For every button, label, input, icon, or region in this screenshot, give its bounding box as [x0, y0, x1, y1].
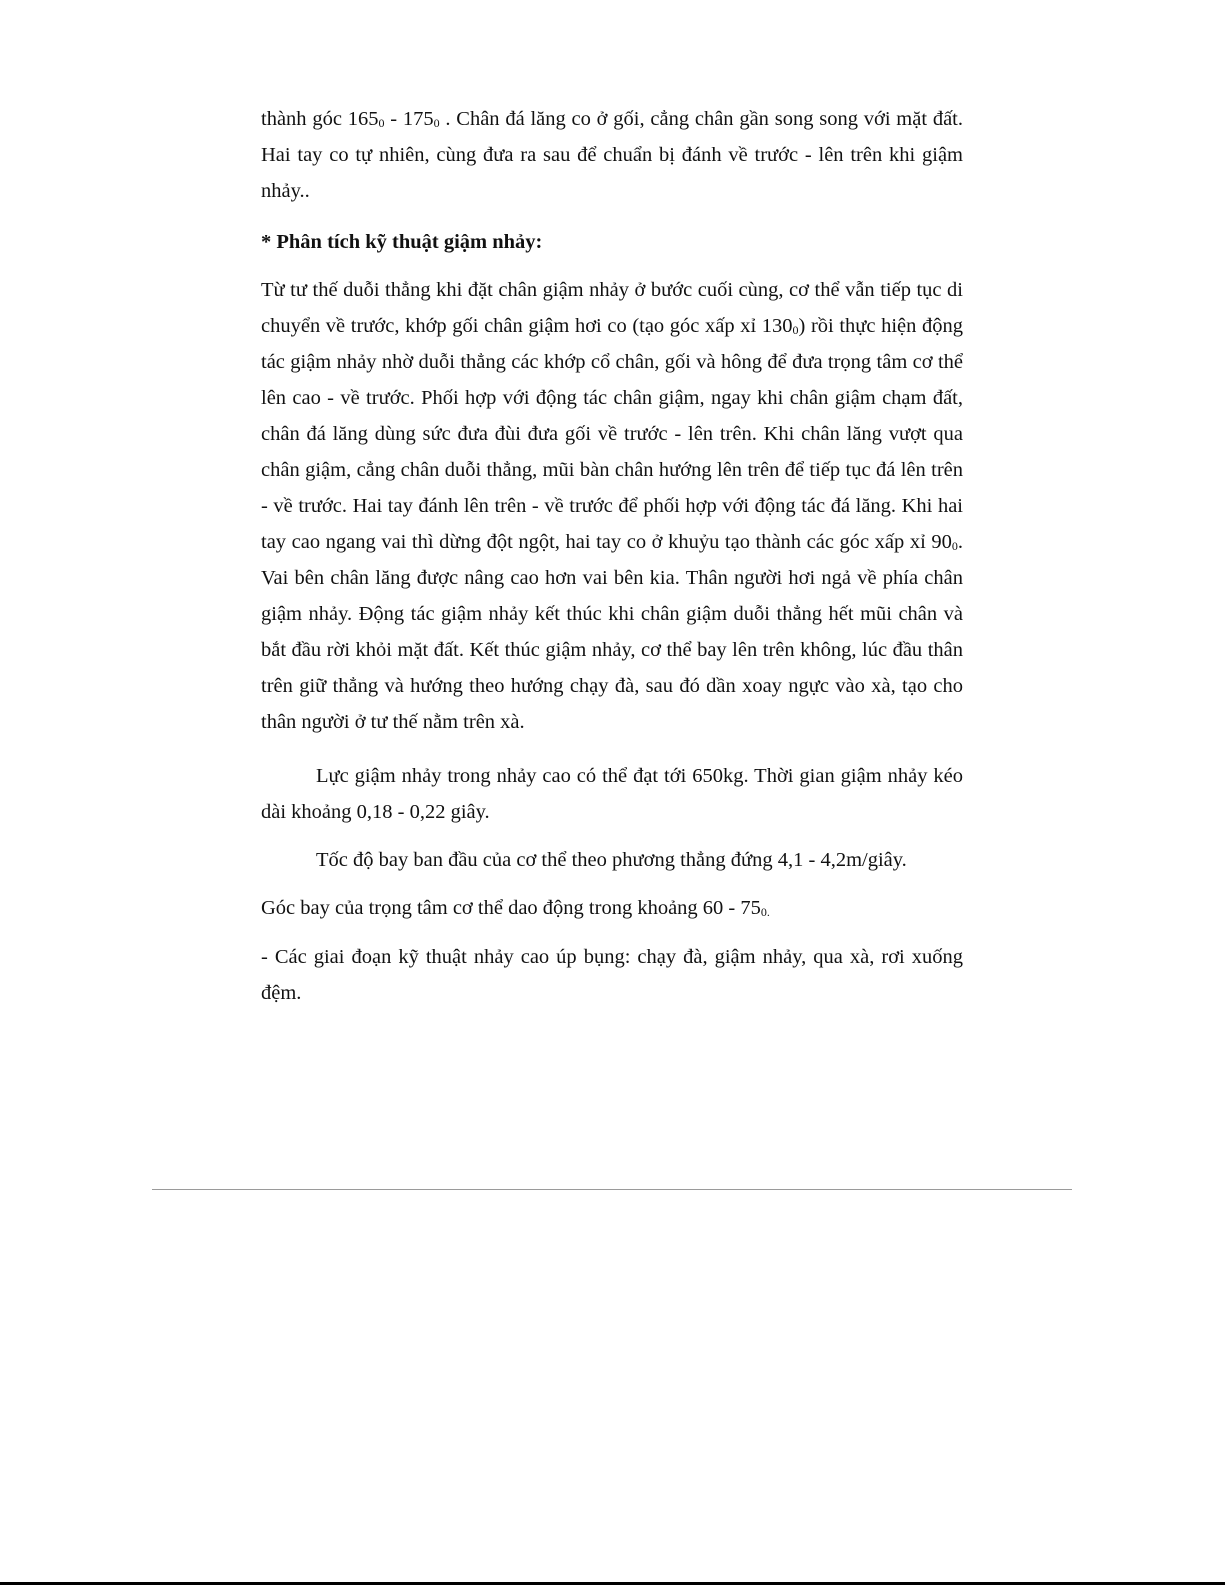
- degree-subscript: 0: [792, 323, 799, 337]
- page-divider: [152, 1189, 1072, 1190]
- degree-subscript: 0.: [760, 905, 770, 919]
- degree-subscript: 0: [433, 116, 440, 130]
- heading-text: * Phân tích kỹ thuật giậm nhảy:: [261, 231, 543, 253]
- force-text: Lực giậm nhảy trong nhảy cao có thể đạt tới 650kg. Thời gian giậm nhảy kéo dài khoảng 0,18 - 0,22 giây.: [261, 765, 963, 823]
- stages-text: - Các giai đoạn kỹ thuật nhảy cao úp bụng: chạy đà, giậm nhảy, qua xà, rơi xuống đệm.: [261, 946, 963, 1004]
- section-heading: [261, 224, 963, 260]
- degree-subscript: 0: [951, 539, 958, 553]
- intro-text-3: . Chân đá lăng co ở gối, cẳng chân gần song song với mặt đất. Hai tay co tự nhiên, cùng đưa ra sau để chuẩn bị đánh về trước - lên trên khi giậm nhảy..: [261, 108, 963, 202]
- angle-paragraph: [261, 890, 963, 926]
- angle-text: Góc bay của trọng tâm cơ thể dao động trong khoảng 60 - 75: [261, 897, 761, 919]
- force-paragraph: [261, 758, 963, 830]
- intro-paragraph: [261, 101, 963, 209]
- analysis-text-3: . Vai bên chân lăng được nâng cao hơn vai bên kia. Thân người hơi ngả về phía chân giậm nhảy. Động tác giậm nhảy kết thúc khi chân giậm duỗi thẳng hết mũi chân và bắt đầu rời khỏi mặt đất. Kết thúc giậm nhảy, cơ thể bay lên trên không, lúc đầu thân trên giữ thẳng và hướng theo hướng chạy đà, sau đó dần xoay ngực vào xà, tạo cho thân người ở tư thế nằm trên xà.: [261, 531, 963, 733]
- degree-subscript: 0: [378, 116, 385, 130]
- speed-text: Tốc độ bay ban đầu của cơ thể theo phương thẳng đứng 4,1 - 4,2m/giây.: [316, 849, 907, 871]
- analysis-paragraph: [261, 272, 963, 740]
- stages-paragraph: [261, 939, 963, 1011]
- analysis-text-1: Từ tư thế duỗi thẳng khi đặt chân giậm nhảy ở bước cuối cùng, cơ thể vẫn tiếp tục di chuyển về trước, khớp gối chân giậm hơi co (tạo góc xấp xỉ 130: [261, 279, 963, 337]
- analysis-text-2: ) rồi thực hiện động tác giậm nhảy nhờ duỗi thẳng các khớp cổ chân, gối và hông để đưa trọng tâm cơ thể lên cao - về trước. Phối hợp với động tác chân giậm, ngay khi chân giậm chạm đất, chân đá lăng dùng sức đưa đùi đưa gối về trước - lên trên. Khi chân lăng vượt qua chân giậm, cẳng chân duỗi thẳng, mũi bàn chân hướng lên trên để tiếp tục đá lên trên - về trước. Hai tay đánh lên trên - về trước để phối hợp với động tác đá lăng. Khi hai tay cao ngang vai thì dừng đột ngột, hai tay co ở khuỷu tạo thành các góc xấp xỉ 90: [261, 315, 963, 553]
- intro-text-1: thành góc 165: [261, 108, 379, 130]
- speed-paragraph: [261, 842, 963, 878]
- intro-text-2: - 175: [384, 108, 434, 130]
